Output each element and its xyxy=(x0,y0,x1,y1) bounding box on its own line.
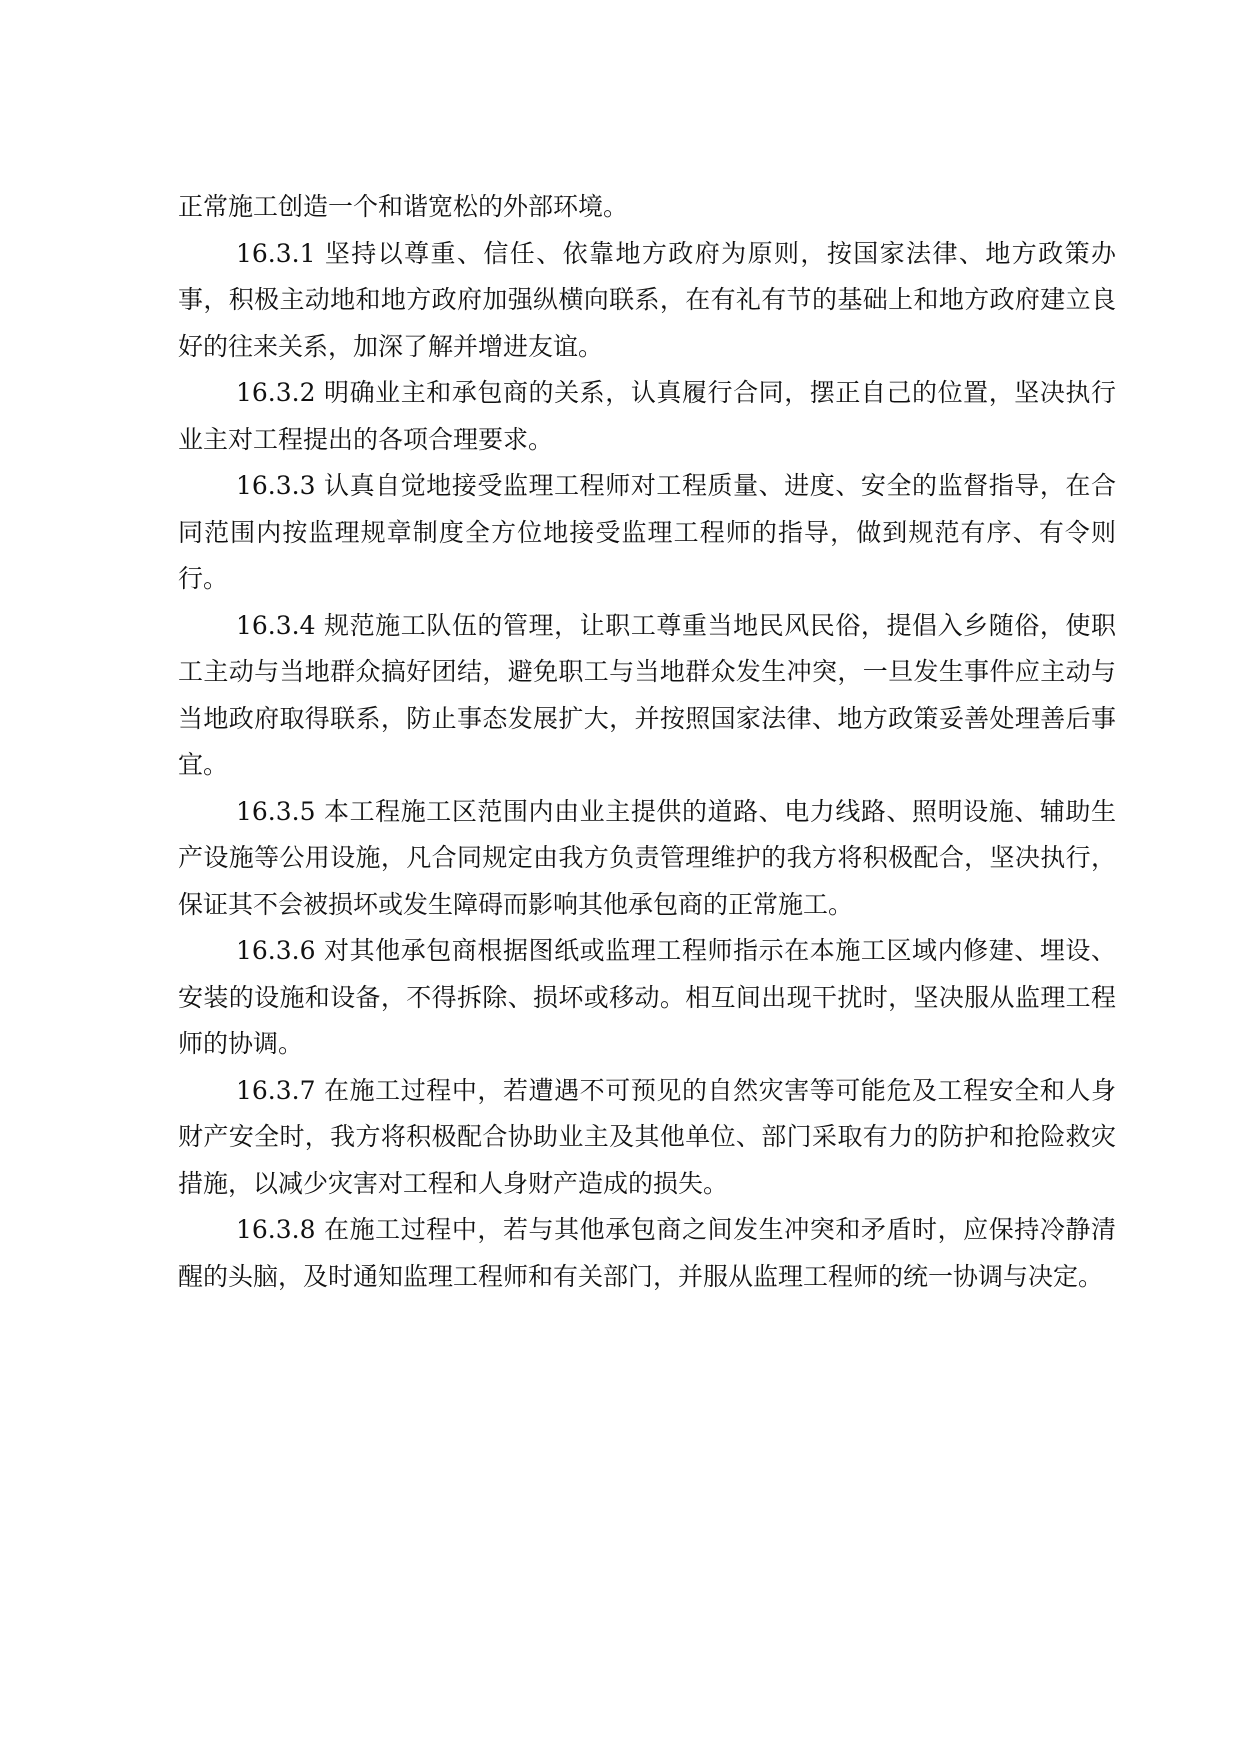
paragraph-16-3-6: 16.3.6 对其他承包商根据图纸或监理工程师指示在本施工区域内修建、埋设、安装的设施和设备，不得拆除、损坏或移动。相互间出现干扰时，坚决服从监理工程师的协调。 xyxy=(178,936,1116,1058)
paragraph-16-3-7: 16.3.7 在施工过程中，若遭遇不可预见的自然灾害等可能危及工程安全和人身财产安全时，我方将积极配合协助业主及其他单位、部门采取有力的防护和抢险救灾措施，以减少灾害对工程和人身财产造成的损失。 xyxy=(178,1075,1116,1198)
paragraph-16-3-2: 16.3.2 明确业主和承包商的关系，认真履行合同，摆正自己的位置，坚决执行业主对工程提出的各项合理要求。 xyxy=(178,378,1116,454)
continuation-paragraph: 正常施工创造一个和谐宽松的外部环境。 xyxy=(178,192,629,221)
paragraph-16-3-8: 16.3.8 在施工过程中，若与其他承包商之间发生冲突和矛盾时，应保持冷静清醒的头脑，及时通知监理工程师和有关部门，并服从监理工程师的统一协调与决定。 xyxy=(178,1215,1116,1291)
paragraph-16-3-4: 16.3.4 规范施工队伍的管理，让职工尊重当地民风民俗，提倡入乡随俗，使职工主动与当地群众搞好团结，避免职工与当地群众发生冲突，一旦发生事件应主动与当地政府取得联系，防止事态发展扩大，并按照国家法律、地方政策妥善处理善后事宜。 xyxy=(178,610,1116,779)
paragraph-16-3-1: 16.3.1 坚持以尊重、信任、依靠地方政府为原则，按国家法律、地方政策办事，积极主动地和地方政府加强纵横向联系，在有礼有节的基础上和地方政府建立良好的往来关系，加深了解并增进友谊。 xyxy=(178,238,1116,361)
document-body xyxy=(178,184,1116,1300)
paragraph-16-3-3: 16.3.3 认真自觉地接受监理工程师对工程质量、进度、安全的监督指导，在合同范围内按监理规章制度全方位地接受监理工程师的指导，做到规范有序、有令则行。 xyxy=(178,471,1116,593)
paragraph-16-3-5: 16.3.5 本工程施工区范围内由业主提供的道路、电力线路、照明设施、辅助生产设施等公用设施，凡合同规定由我方负责管理维护的我方将积极配合，坚决执行，保证其不会被损坏或发生障碍而影响其他承包商的正常施工。 xyxy=(178,796,1116,919)
